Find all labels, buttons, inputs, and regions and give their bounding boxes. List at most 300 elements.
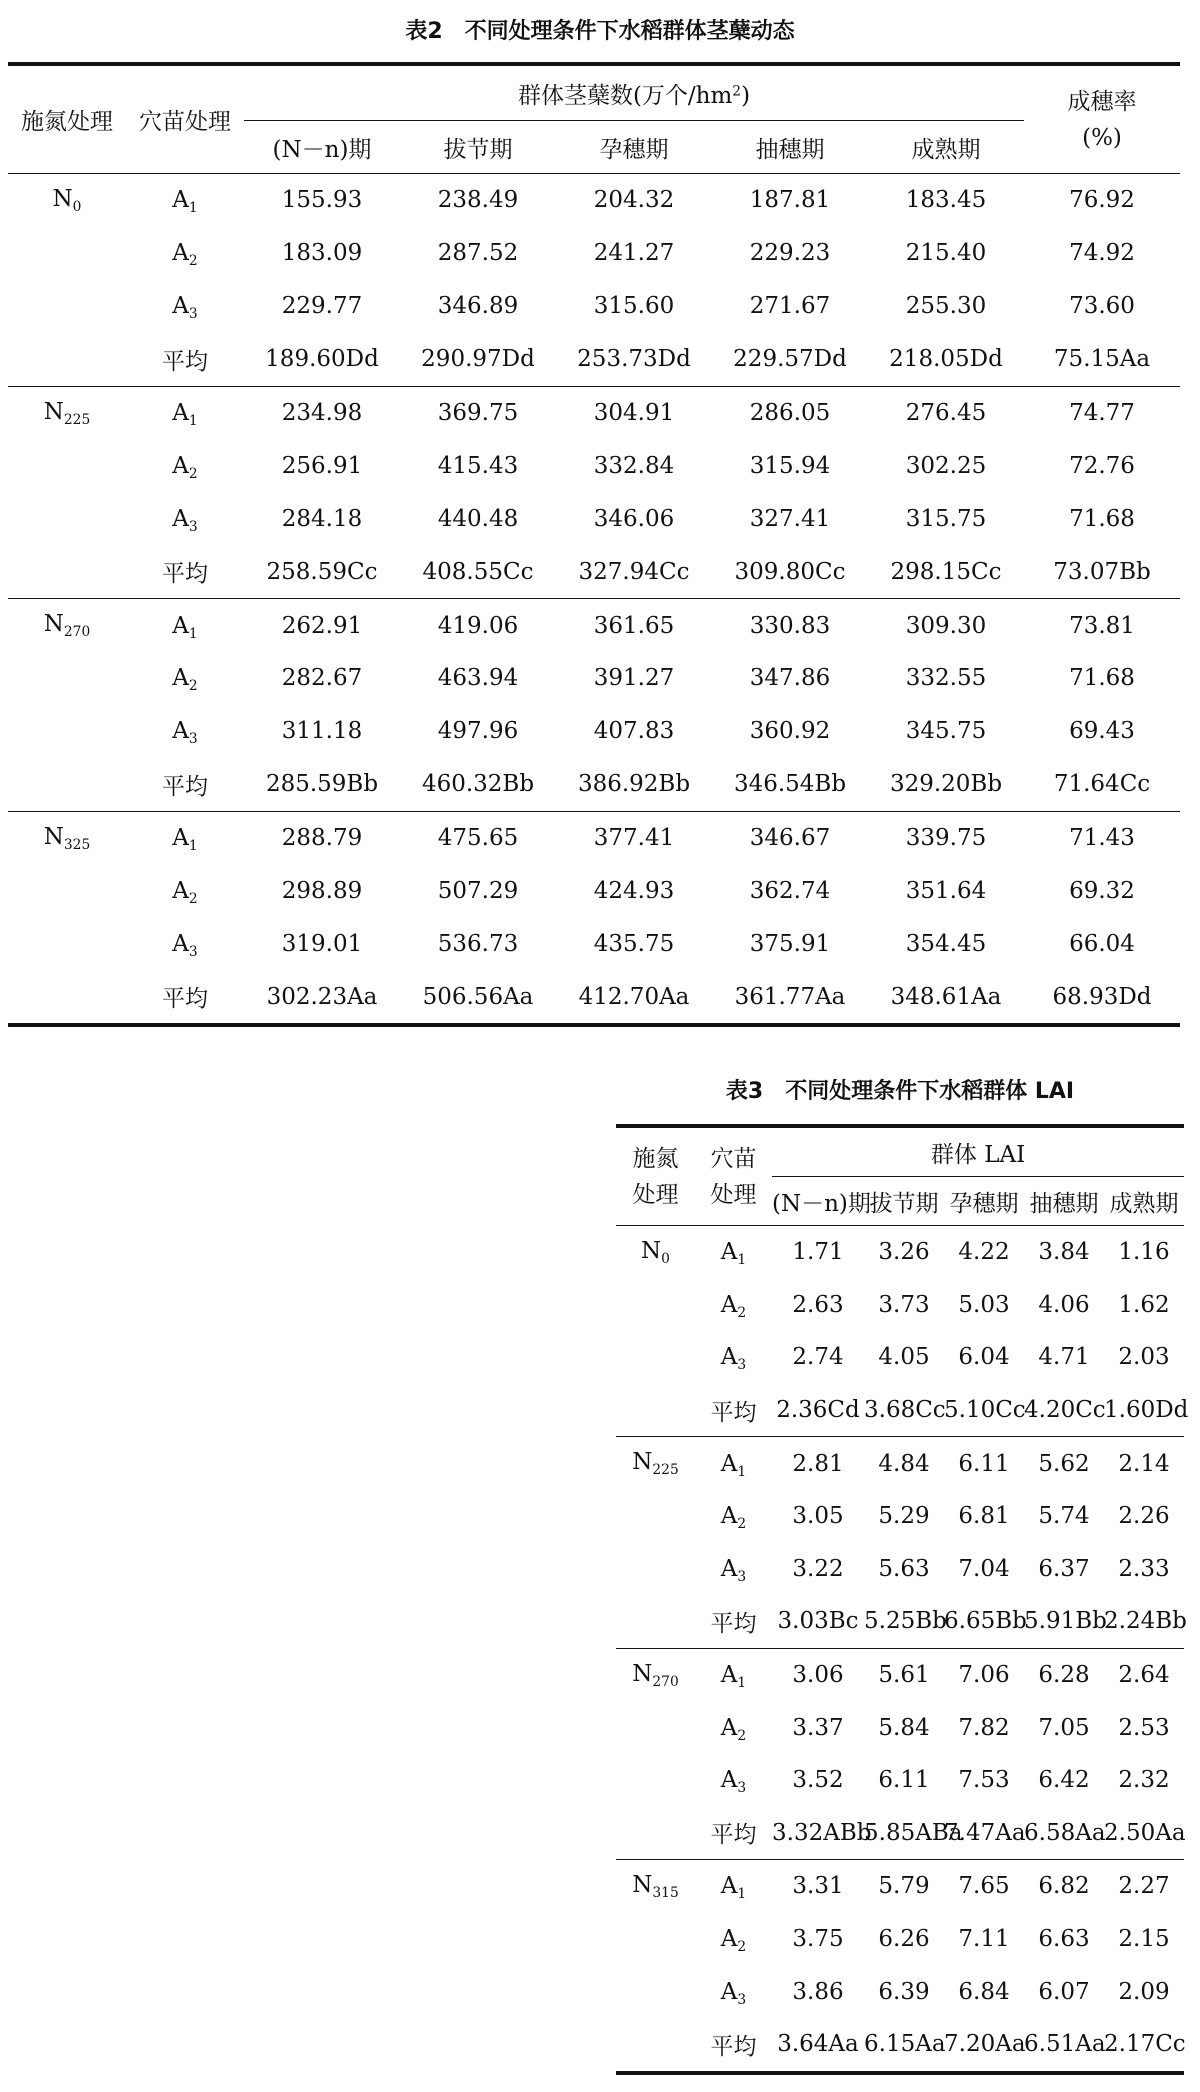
value-cell: 6.58Aa bbox=[1024, 1819, 1106, 1846]
table-row bbox=[616, 1543, 1184, 1596]
value-cell: 183.45 bbox=[905, 187, 987, 214]
value-cell: 229.77 bbox=[281, 293, 363, 320]
seedling-treatment-cell bbox=[695, 1331, 772, 1384]
value-cell: 3.86 bbox=[792, 1978, 844, 2005]
value-cell: 187.81 bbox=[749, 187, 831, 214]
nitrogen-level-subscript: 270 bbox=[652, 1673, 679, 1690]
seedling-treatment-cell bbox=[126, 386, 244, 439]
seedling-treatment-subscript: 2 bbox=[188, 253, 198, 270]
nitrogen-level-base: N bbox=[43, 398, 64, 425]
value-cell: 408.55Cc bbox=[422, 558, 534, 585]
table-row bbox=[8, 865, 1180, 918]
seedling-treatment-cell bbox=[126, 439, 244, 492]
seedling-treatment-cell bbox=[695, 1595, 772, 1648]
seedling-treatment-subscript: 3 bbox=[188, 306, 198, 323]
value-cell: 3.52 bbox=[792, 1767, 844, 1794]
nitrogen-level-cell bbox=[616, 1437, 695, 1648]
table-row bbox=[616, 1965, 1184, 2018]
ear-rate-header bbox=[1024, 64, 1180, 174]
nitrogen-level-cell bbox=[8, 811, 126, 1025]
table-row bbox=[616, 1913, 1184, 1966]
value-cell: 5.29 bbox=[878, 1503, 930, 1530]
value-cell: 412.70Aa bbox=[578, 983, 690, 1010]
table-row bbox=[8, 492, 1180, 545]
value-cell: 6.39 bbox=[878, 1978, 930, 2005]
value-cell: 258.59Cc bbox=[266, 558, 378, 585]
table-row bbox=[8, 386, 1180, 439]
seedling-treatment-subscript: 2 bbox=[188, 678, 198, 695]
seedling-treatment-cell bbox=[126, 970, 244, 1025]
value-cell: 362.74 bbox=[749, 878, 831, 905]
table-row bbox=[616, 1595, 1184, 1648]
table3-caption: 表3 不同处理条件下水稻群体 LAI bbox=[725, 1079, 1075, 1104]
value-cell: 1.16 bbox=[1118, 1239, 1170, 1266]
table-row bbox=[8, 280, 1180, 333]
value-cell: 71.68 bbox=[1069, 665, 1135, 692]
nitrogen-level-cell bbox=[8, 174, 126, 387]
table-row bbox=[616, 1384, 1184, 1437]
nitrogen-level-base: N bbox=[52, 186, 73, 212]
seedling-treatment-cell bbox=[695, 1754, 772, 1807]
table2-caption: 表2 不同处理条件下水稻群体茎蘖动态 bbox=[405, 19, 795, 44]
stage-header: 抽穗期 bbox=[755, 136, 825, 163]
value-cell: 74.92 bbox=[1069, 240, 1135, 267]
nitrogen-header-line2: 处理 bbox=[632, 1181, 679, 1208]
value-cell: 6.63 bbox=[1038, 1926, 1090, 1953]
value-cell: 302.25 bbox=[905, 452, 987, 479]
value-cell: 507.29 bbox=[437, 878, 519, 905]
value-cell: 346.06 bbox=[593, 505, 675, 532]
value-cell: 330.83 bbox=[712, 599, 868, 652]
value-cell: 6.11 bbox=[944, 1437, 1024, 1490]
stage-header: 孕穗期 bbox=[949, 1190, 1019, 1217]
stage-header: 拔节期 bbox=[869, 1190, 939, 1217]
seedling-treatment-subscript: 2 bbox=[188, 890, 198, 907]
value-cell: 5.91Bb bbox=[1024, 1608, 1107, 1635]
value-cell: 229.23 bbox=[749, 240, 831, 267]
value-cell: 71.43 bbox=[1024, 811, 1180, 864]
stage-header: 拔节期 bbox=[443, 136, 513, 163]
value-cell: 506.56Aa bbox=[422, 983, 534, 1010]
seedling-treatment-subscript: 1 bbox=[737, 1463, 747, 1480]
seedling-treatment-base: 平均 bbox=[162, 561, 208, 588]
table-row bbox=[616, 1279, 1184, 1332]
seedling-header-line2: 处理 bbox=[710, 1181, 757, 1208]
seedling-treatment-cell bbox=[126, 599, 244, 652]
seedling-treatment-cell bbox=[126, 705, 244, 758]
seedling-treatment-base: A bbox=[720, 1873, 738, 1900]
value-cell: 238.49 bbox=[437, 187, 519, 214]
seedling-treatment-base: 平均 bbox=[710, 1822, 757, 1849]
value-cell: 419.06 bbox=[400, 599, 556, 652]
value-cell: 229.57Dd bbox=[733, 346, 847, 373]
seedling-treatment-subscript: 1 bbox=[188, 625, 198, 642]
table-row bbox=[8, 174, 1180, 227]
seedling-treatment-cell bbox=[126, 227, 244, 280]
value-cell: 475.65 bbox=[400, 811, 556, 864]
value-cell: 7.65 bbox=[944, 1860, 1024, 1913]
table-row bbox=[616, 1701, 1184, 1754]
seedling-treatment-cell bbox=[126, 174, 244, 227]
lai-table bbox=[616, 1124, 1189, 2075]
stage-header: (N－n)期 bbox=[272, 136, 372, 163]
value-cell: 309.80Cc bbox=[734, 558, 846, 585]
seedling-treatment-base: A bbox=[720, 1767, 738, 1794]
seedling-treatment-cell bbox=[695, 1860, 772, 1913]
seedling-treatment-base: A bbox=[720, 1555, 738, 1582]
seedling-treatment-base: A bbox=[720, 1450, 738, 1477]
seedling-treatment-cell bbox=[695, 1384, 772, 1437]
value-cell: 2.50Aa bbox=[1104, 1819, 1186, 1846]
seedling-treatment-base: A bbox=[172, 665, 189, 692]
nitrogen-level-base: N bbox=[641, 1238, 662, 1264]
value-cell: 5.61 bbox=[864, 1648, 944, 1701]
table-row bbox=[8, 545, 1180, 598]
seedling-treatment-base: A bbox=[720, 1978, 738, 2005]
seedling-header bbox=[695, 1126, 772, 1226]
value-cell: 319.01 bbox=[281, 930, 363, 957]
seedling-treatment-cell bbox=[695, 2018, 772, 2073]
value-cell: 253.73Dd bbox=[577, 346, 691, 373]
seedling-treatment-cell bbox=[695, 1807, 772, 1860]
value-cell: 497.96 bbox=[437, 718, 519, 745]
value-cell: 391.27 bbox=[593, 665, 675, 692]
value-cell: 215.40 bbox=[905, 240, 987, 267]
value-cell: 189.60Dd bbox=[265, 346, 379, 373]
value-cell: 2.17Cc bbox=[1104, 2031, 1186, 2058]
seedling-treatment-subscript: 3 bbox=[737, 1991, 747, 2008]
value-cell: 5.85ABa bbox=[864, 1819, 963, 1846]
seedling-treatment-base: A bbox=[172, 240, 189, 267]
seedling-treatment-cell bbox=[695, 1701, 772, 1754]
value-cell: 1.71 bbox=[792, 1239, 844, 1266]
nitrogen-level-subscript: 225 bbox=[652, 1462, 679, 1479]
value-cell: 5.84 bbox=[878, 1714, 930, 1741]
seedling-treatment-cell bbox=[126, 811, 244, 864]
value-cell: 285.59Bb bbox=[265, 771, 379, 798]
value-cell: 3.75 bbox=[792, 1926, 844, 1953]
value-cell: 3.05 bbox=[792, 1503, 844, 1530]
value-cell: 435.75 bbox=[593, 930, 675, 957]
seedling-treatment-base: 平均 bbox=[710, 1610, 757, 1637]
seedling-treatment-subscript: 3 bbox=[737, 1357, 747, 1374]
value-cell: 424.93 bbox=[593, 878, 675, 905]
table-row bbox=[616, 1807, 1184, 1860]
value-cell: 327.94Cc bbox=[578, 558, 690, 585]
seedling-treatment-base: 平均 bbox=[710, 1399, 757, 1426]
stage-header: 成熟期 bbox=[1109, 1190, 1179, 1217]
value-cell: 7.04 bbox=[958, 1555, 1010, 1582]
value-cell: 346.89 bbox=[437, 293, 519, 320]
nitrogen-level-base: N bbox=[43, 611, 64, 638]
seedling-treatment-base: A bbox=[720, 1291, 738, 1318]
seedling-treatment-base: A bbox=[172, 930, 189, 957]
seedling-treatment-base: A bbox=[720, 1714, 738, 1741]
value-cell: 315.75 bbox=[905, 505, 987, 532]
value-cell: 2.74 bbox=[792, 1344, 844, 1371]
value-cell: 345.75 bbox=[905, 718, 987, 745]
value-cell: 346.67 bbox=[712, 811, 868, 864]
value-cell: 68.93Dd bbox=[1052, 983, 1152, 1010]
lai-group-header: 群体 LAI bbox=[772, 1126, 1184, 1177]
value-cell: 2.64 bbox=[1104, 1648, 1184, 1701]
table-row bbox=[616, 1331, 1184, 1384]
seedling-treatment-base: A bbox=[172, 718, 189, 745]
value-cell: 361.65 bbox=[556, 599, 712, 652]
table-row bbox=[8, 970, 1180, 1025]
seedling-treatment-base: A bbox=[172, 612, 189, 639]
value-cell: 315.94 bbox=[749, 452, 831, 479]
seedling-treatment-cell bbox=[126, 545, 244, 598]
value-cell: 7.47Aa bbox=[944, 1819, 1026, 1846]
value-cell: 6.11 bbox=[878, 1767, 930, 1794]
value-cell: 4.06 bbox=[1038, 1291, 1090, 1318]
value-cell: 304.91 bbox=[556, 386, 712, 439]
value-cell: 361.77Aa bbox=[734, 983, 846, 1010]
value-cell: 7.82 bbox=[958, 1714, 1010, 1741]
value-cell: 327.41 bbox=[749, 505, 831, 532]
value-cell: 73.07Bb bbox=[1053, 558, 1151, 585]
seedling-treatment-cell bbox=[695, 1226, 772, 1279]
value-cell: 3.68Cc bbox=[864, 1397, 946, 1424]
value-cell: 463.94 bbox=[437, 665, 519, 692]
seedling-header: 穴苗处理 bbox=[139, 109, 231, 135]
value-cell: 69.43 bbox=[1069, 718, 1135, 745]
seedling-treatment-subscript: 1 bbox=[188, 837, 198, 854]
value-cell: 6.26 bbox=[878, 1926, 930, 1953]
value-cell: 66.04 bbox=[1069, 930, 1135, 957]
value-cell: 155.93 bbox=[281, 187, 363, 214]
ear-rate-label: 成穗率 bbox=[1067, 88, 1137, 115]
value-cell: 2.63 bbox=[792, 1291, 844, 1318]
value-cell: 71.64Cc bbox=[1053, 771, 1151, 798]
value-cell: 360.92 bbox=[749, 718, 831, 745]
table-row bbox=[8, 333, 1180, 386]
value-cell: 302.23Aa bbox=[266, 983, 378, 1010]
value-cell: 282.67 bbox=[281, 665, 363, 692]
value-cell: 7.53 bbox=[958, 1767, 1010, 1794]
table-row bbox=[8, 599, 1180, 652]
value-cell: 369.75 bbox=[400, 386, 556, 439]
value-cell: 3.32ABb bbox=[772, 1819, 872, 1846]
value-cell: 255.30 bbox=[905, 293, 987, 320]
seedling-treatment-cell bbox=[695, 1279, 772, 1332]
nitrogen-level-cell bbox=[616, 1648, 695, 1859]
nitrogen-level-subscript: 270 bbox=[63, 623, 91, 640]
value-cell: 284.18 bbox=[281, 505, 363, 532]
value-cell: 347.86 bbox=[749, 665, 831, 692]
seedling-treatment-cell bbox=[126, 865, 244, 918]
value-cell: 75.15Aa bbox=[1053, 346, 1151, 373]
value-cell: 4.84 bbox=[864, 1437, 944, 1490]
value-cell: 234.98 bbox=[244, 386, 400, 439]
value-cell: 288.79 bbox=[244, 811, 400, 864]
seedling-treatment-subscript: 1 bbox=[188, 412, 198, 429]
value-cell: 218.05Dd bbox=[889, 346, 1003, 373]
seedling-treatment-base: A bbox=[720, 1662, 738, 1689]
table-row bbox=[616, 1490, 1184, 1543]
nitrogen-level-subscript: 315 bbox=[652, 1884, 679, 1901]
value-cell: 262.91 bbox=[244, 599, 400, 652]
unit-superscript: 2 bbox=[732, 82, 742, 99]
value-cell: 4.20Cc bbox=[1024, 1397, 1106, 1424]
nitrogen-level-subscript: 325 bbox=[63, 836, 91, 853]
nitrogen-level-subscript: 225 bbox=[63, 411, 91, 428]
seedling-treatment-subscript: 2 bbox=[737, 1516, 747, 1533]
value-cell: 6.28 bbox=[1024, 1648, 1104, 1701]
value-cell: 386.92Bb bbox=[577, 771, 691, 798]
table-row bbox=[616, 2018, 1184, 2073]
value-cell: 1.60Dd bbox=[1104, 1397, 1189, 1424]
value-cell: 5.03 bbox=[958, 1291, 1010, 1318]
table-row bbox=[616, 1860, 1184, 1913]
value-cell: 3.06 bbox=[772, 1648, 864, 1701]
seedling-treatment-subscript: 3 bbox=[737, 1780, 747, 1797]
seedling-treatment-base: A bbox=[720, 1344, 738, 1371]
value-cell: 5.25Bb bbox=[864, 1608, 947, 1635]
value-cell: 329.20Bb bbox=[889, 771, 1003, 798]
seedling-treatment-base: A bbox=[172, 400, 189, 426]
value-cell: 7.11 bbox=[958, 1926, 1010, 1953]
value-cell: 2.32 bbox=[1118, 1767, 1170, 1794]
nitrogen-level-base: N bbox=[43, 823, 64, 850]
value-cell: 183.09 bbox=[281, 240, 363, 267]
value-cell: 2.03 bbox=[1118, 1344, 1170, 1371]
value-cell: 5.74 bbox=[1038, 1503, 1090, 1530]
seedling-treatment-subscript: 3 bbox=[188, 943, 198, 960]
value-cell: 72.76 bbox=[1069, 452, 1135, 479]
seedling-treatment-base: A bbox=[172, 505, 189, 532]
table-row bbox=[8, 758, 1180, 811]
value-cell: 6.42 bbox=[1038, 1767, 1090, 1794]
value-cell: 2.53 bbox=[1118, 1714, 1170, 1741]
value-cell: 6.84 bbox=[958, 1978, 1010, 2005]
value-cell: 536.73 bbox=[437, 930, 519, 957]
value-cell: 2.09 bbox=[1118, 1978, 1170, 2005]
nitrogen-level-cell bbox=[616, 1860, 695, 2073]
seedling-treatment-base: A bbox=[720, 1239, 738, 1266]
value-cell: 3.64Aa bbox=[777, 2031, 859, 2058]
seedling-treatment-cell bbox=[695, 1648, 772, 1701]
value-cell: 204.32 bbox=[593, 187, 675, 214]
seedling-treatment-subscript: 2 bbox=[737, 1727, 747, 1744]
value-cell: 4.05 bbox=[878, 1344, 930, 1371]
stage-header: 成熟期 bbox=[911, 136, 981, 163]
value-cell: 6.07 bbox=[1038, 1978, 1090, 2005]
seedling-treatment-base: A bbox=[720, 1926, 738, 1953]
seedling-treatment-base: 平均 bbox=[710, 2033, 757, 2060]
seedling-treatment-base: A bbox=[172, 452, 189, 479]
seedling-treatment-subscript: 1 bbox=[737, 1252, 747, 1269]
tiller-group-label-end: ) bbox=[741, 82, 751, 109]
seedling-treatment-base: A bbox=[172, 187, 189, 214]
seedling-treatment-base: A bbox=[172, 878, 189, 905]
value-cell: 375.91 bbox=[749, 930, 831, 957]
table-row bbox=[616, 1754, 1184, 1807]
value-cell: 6.65Bb bbox=[944, 1608, 1027, 1635]
value-cell: 69.32 bbox=[1069, 878, 1135, 905]
seedling-treatment-base: 平均 bbox=[162, 773, 208, 800]
table-row bbox=[8, 652, 1180, 705]
value-cell: 2.36Cd bbox=[776, 1397, 860, 1424]
value-cell: 7.06 bbox=[944, 1648, 1024, 1701]
value-cell: 276.45 bbox=[868, 386, 1024, 439]
value-cell: 7.20Aa bbox=[944, 2031, 1026, 2058]
seedling-treatment-cell bbox=[126, 333, 244, 386]
seedling-treatment-subscript: 3 bbox=[188, 518, 198, 535]
value-cell: 440.48 bbox=[437, 505, 519, 532]
value-cell: 460.32Bb bbox=[421, 771, 535, 798]
value-cell: 407.83 bbox=[593, 718, 675, 745]
table-row bbox=[616, 1226, 1184, 1279]
value-cell: 3.73 bbox=[878, 1291, 930, 1318]
value-cell: 332.55 bbox=[905, 665, 987, 692]
seedling-treatment-cell bbox=[695, 1490, 772, 1543]
value-cell: 241.27 bbox=[593, 240, 675, 267]
nitrogen-level-base: N bbox=[632, 1872, 653, 1899]
value-cell: 71.68 bbox=[1069, 505, 1135, 532]
seedling-header-line1: 穴苗 bbox=[710, 1145, 757, 1172]
nitrogen-level-cell bbox=[8, 386, 126, 599]
value-cell: 290.97Dd bbox=[421, 346, 535, 373]
seedling-treatment-base: 平均 bbox=[162, 348, 208, 375]
tiller-dynamics-table bbox=[8, 62, 1180, 1027]
value-cell: 377.41 bbox=[556, 811, 712, 864]
value-cell: 6.15Aa bbox=[864, 2031, 946, 2058]
seedling-treatment-cell bbox=[126, 492, 244, 545]
value-cell: 2.81 bbox=[772, 1437, 864, 1490]
value-cell: 5.63 bbox=[878, 1555, 930, 1582]
nitrogen-header: 施氮处理 bbox=[21, 109, 113, 135]
seedling-treatment-subscript: 2 bbox=[188, 465, 198, 482]
value-cell: 5.10Cc bbox=[944, 1397, 1026, 1424]
stage-header: (N－n)期 bbox=[772, 1190, 871, 1217]
value-cell: 351.64 bbox=[905, 878, 987, 905]
seedling-treatment-subscript: 2 bbox=[737, 1938, 747, 1955]
value-cell: 4.22 bbox=[958, 1239, 1010, 1266]
value-cell: 3.31 bbox=[772, 1860, 864, 1913]
seedling-treatment-cell bbox=[695, 1543, 772, 1596]
value-cell: 332.84 bbox=[593, 452, 675, 479]
value-cell: 311.18 bbox=[281, 718, 363, 745]
value-cell: 3.84 bbox=[1038, 1239, 1090, 1266]
value-cell: 5.62 bbox=[1024, 1437, 1104, 1490]
value-cell: 415.43 bbox=[437, 452, 519, 479]
value-cell: 348.61Aa bbox=[890, 983, 1002, 1010]
seedling-treatment-cell bbox=[695, 1437, 772, 1490]
table-row bbox=[8, 705, 1180, 758]
nitrogen-level-subscript: 0 bbox=[661, 1250, 670, 1267]
value-cell: 3.03Bc bbox=[777, 1608, 859, 1635]
table-row bbox=[8, 811, 1180, 864]
nitrogen-level-subscript: 0 bbox=[72, 198, 82, 215]
nitrogen-level-cell bbox=[616, 1226, 695, 1437]
value-cell: 339.75 bbox=[868, 811, 1024, 864]
seedling-treatment-base: A bbox=[720, 1503, 738, 1530]
seedling-treatment-base: A bbox=[172, 293, 189, 320]
table-row bbox=[8, 439, 1180, 492]
value-cell: 4.71 bbox=[1038, 1344, 1090, 1371]
value-cell: 2.27 bbox=[1104, 1860, 1184, 1913]
seedling-treatment-cell bbox=[695, 1965, 772, 2018]
table-row bbox=[8, 917, 1180, 970]
value-cell: 2.24Bb bbox=[1104, 1608, 1187, 1635]
value-cell: 6.51Aa bbox=[1024, 2031, 1106, 2058]
stage-header: 孕穗期 bbox=[599, 136, 669, 163]
value-cell: 2.14 bbox=[1104, 1437, 1184, 1490]
nitrogen-header bbox=[616, 1126, 695, 1226]
nitrogen-level-base: N bbox=[632, 1449, 653, 1476]
